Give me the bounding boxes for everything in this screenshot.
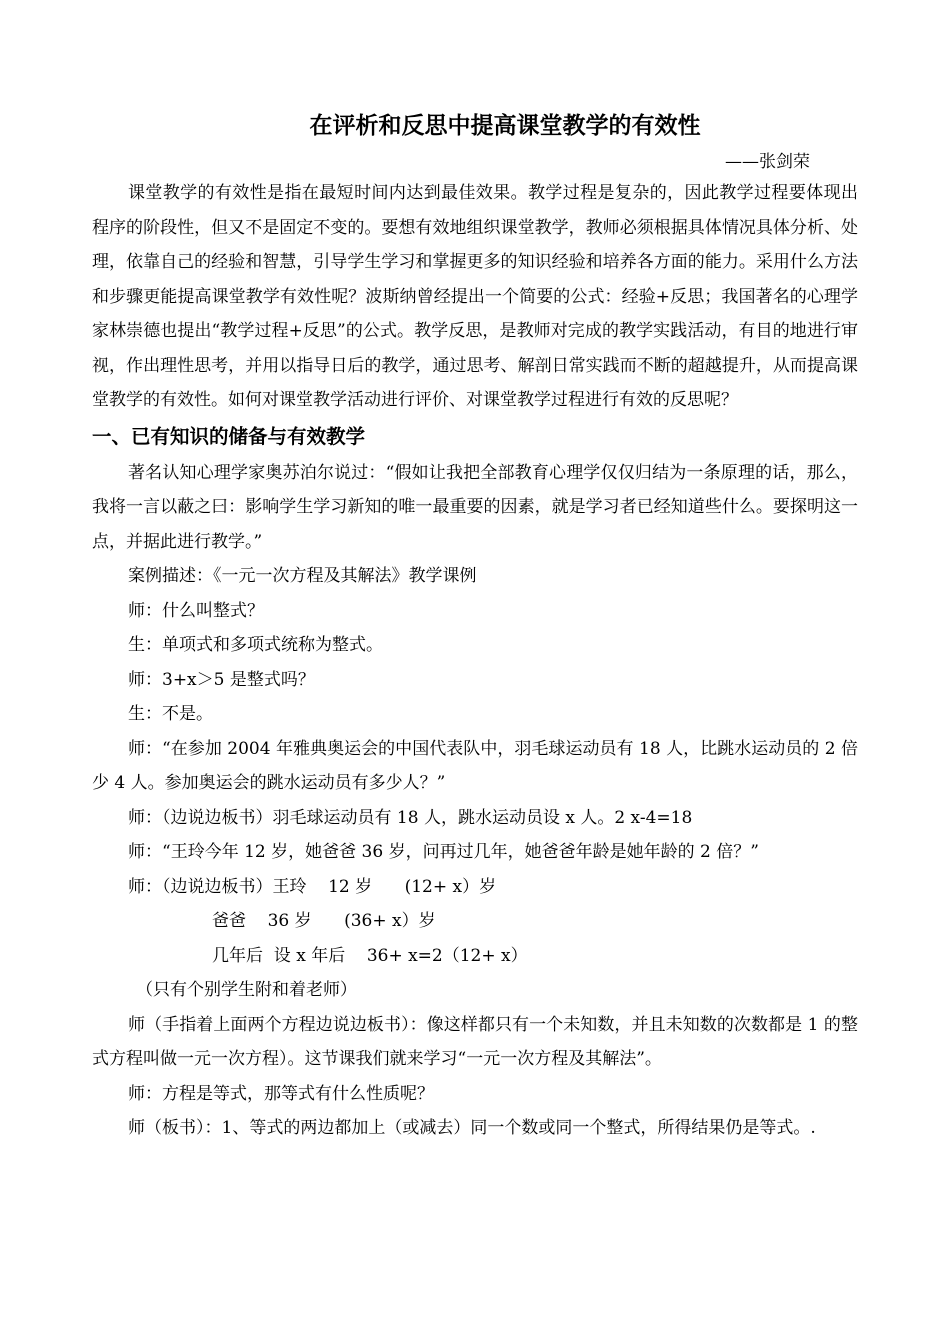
dialogue-line: 师：3+x＞5 是整式吗？: [128, 669, 315, 690]
case-title: 案例描述：《一元一次方程及其解法》教学课例: [128, 566, 477, 586]
dialogue-line: 生：不是。: [128, 704, 213, 724]
intro-paragraph: 课堂教学的有效性是指在最短时间内达到最佳效果。教学过程是复杂的，因此教学过程要体现出程序的阶段性，但又不是固定不变的。要想有效地组织课堂教学，教师必须根据具体情况具体分析、处理，依靠自己的经验和智慧，引导学生学习和掌握更多的知识经验和培养各方面的能力。采用什么方法和步骤更能提高课堂教学有效性呢？波斯纳曾经提出一个简要的公式：经验+反思；我国著名的心理学家林崇德也提出“教学过程+反思”的公式。教学反思，是教师对完成的教学实践活动，有目的地进行审视，作出理性思考，并用以指导日后的教学，通过思考、解剖日常实践而不断的超越提升，从而提高课堂教学的有效性。如何对课堂教学活动进行评价、对课堂教学过程进行有效的反思呢？: [92, 183, 858, 410]
dialogue-line: 师（板书）：1、等式的两边都加上（或减去）同一个数或同一个整式，所得结果仍是等式。.: [128, 1118, 816, 1138]
board-line: 师：（边说边板书）王玲 12 岁 (12+ x）岁: [128, 876, 497, 897]
note-line: （只有个别学生附和着老师）: [136, 980, 357, 1000]
author-line: ——张剑荣: [725, 152, 810, 172]
section-heading: 一、已有知识的储备与有效教学: [92, 424, 366, 448]
dialogue-line: 师：什么叫整式？: [128, 600, 264, 621]
dialogue-paragraph: 师：“在参加 2004 年雅典奥运会的中国代表队中，羽毛球运动员有 18 人，比跳水运动员的 2 倍少 4 人。参加奥运会的跳水运动员有多少人？”: [92, 738, 858, 793]
dialogue-line: 师：方程是等式，那等式有什么性质呢？: [128, 1083, 434, 1104]
dialogue-line: 生：单项式和多项式统称为整式。: [128, 635, 383, 655]
board-line: 爸爸 36 岁 (36+ x）岁: [212, 911, 436, 931]
document-title: 在评析和反思中提高课堂教学的有效性: [309, 112, 701, 139]
dialogue-paragraph: 师（手指着上面两个方程边说边板书）：像这样都只有一个未知数，并且未知数的次数都是 1 的整式方程叫做一元一次方程）。这节课我们就来学习“一元一次方程及其解法”。: [92, 1014, 858, 1069]
board-line: 几年后 设 x 年后 36+ x=2（12+ x）: [212, 945, 528, 966]
dialogue-line: 师：（边说边板书）羽毛球运动员有 18 人，跳水运动员设 x 人。2 x-4=18: [128, 807, 693, 828]
dialogue-line: 师：“王玲今年 12 岁，她爸爸 36 岁，问再过几年，她爸爸年龄是她年龄的 2 倍？”: [128, 842, 759, 862]
quote-paragraph: 著名认知心理学家奥苏泊尔说过：“假如让我把全部教育心理学仅仅归结为一条原理的话，那么，我将一言以蔽之曰：影响学生学习新知的唯一最重要的因素，就是学习者已经知道些什么。要探明这一点，并据此进行教学。”: [92, 462, 858, 552]
document-page: [92, 108, 858, 1146]
